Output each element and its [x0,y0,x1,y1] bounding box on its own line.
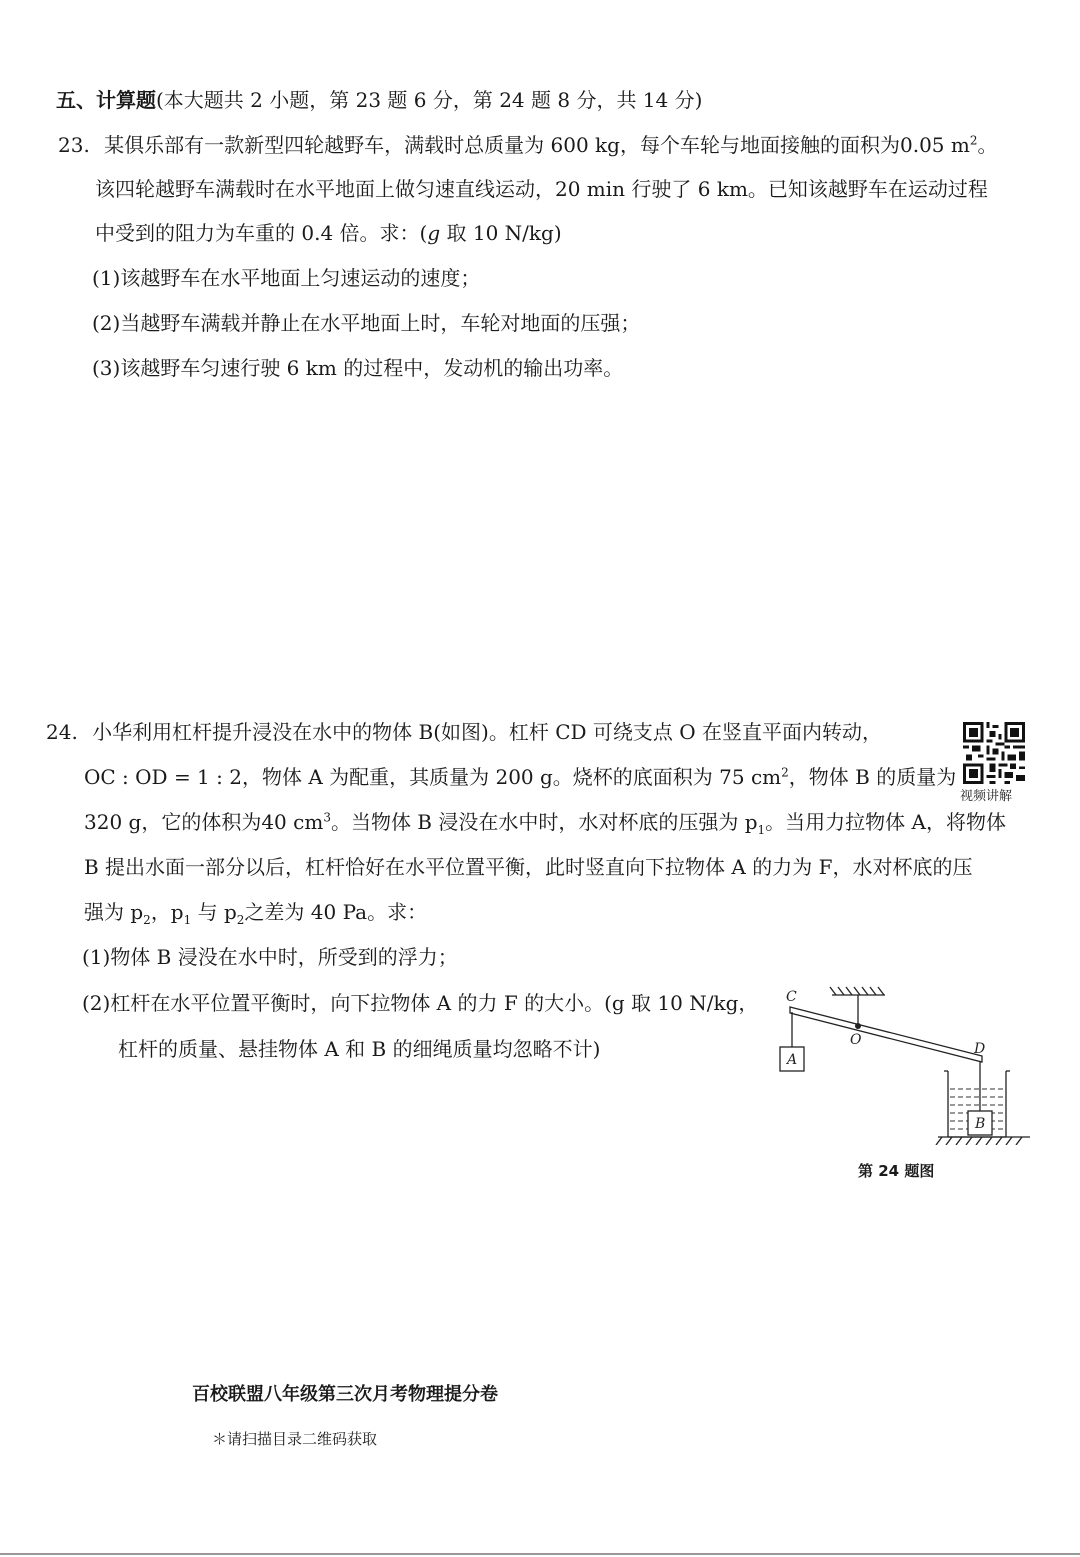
q24-sub-2-cont: 杠杆的质量、悬挂物体 A 和 B 的细绳质量均忽略不计) [118,1037,601,1061]
q23-line-3: 中受到的阻力为车重的 0.4 倍。求：(g 取 10 N/kg) [95,221,562,245]
q24-line-5: 强为 $p_2$，$p_1$ 与 $p_2$之差为 40 Pa。求： [84,900,428,927]
q24-line-2: OC : OD = 1 : 2，物体 A 为配重，其质量为 200 g。烧杯的底面积为 75 $cm^2$，物体 B 的质量为 [84,765,957,789]
q23-line-1: 23. 某俱乐部有一款新型四轮越野车，满载时总质量为 600 kg，每个车轮与地面接触的面积为0.05 $m^2$。 [58,133,998,157]
ground [936,1137,1030,1145]
label-a: A [787,1052,798,1068]
q23-number: 23. [58,133,90,157]
footer-note: ＊请扫描目录二维码获取 [212,1430,378,1448]
lever-figure [770,985,1040,1145]
label-d: D [974,1041,986,1057]
q24-line-3: 320 g，它的体积为40 $cm^3$。当物体 B 浸没在水中时，水对杯底的压强为 $p_1$。当用力拉物体 A，将物体 [84,810,1006,837]
label-c: C [786,989,797,1005]
q24-line-4: B 提出水面一部分以后，杠杆恰好在水平位置平衡，此时竖直向下拉物体 A 的力为 F，水对杯底的压 [84,855,973,879]
pivot-o [855,1023,861,1029]
q24-sub-2: (2)杠杆在水平位置平衡时，向下拉物体 A 的力 F 的大小。(g 取 10 N/kg， [82,991,759,1015]
label-b: B [975,1116,986,1132]
q24-sub-1: (1)物体 B 浸没在水中时，所受到的浮力； [82,945,458,969]
section-header [56,86,702,114]
q23-line-2: 该四轮越野车满载时在水平地面上做匀速直线运动，20 min 行驶了 6 km。已知该越野车在运动过程 [95,177,988,201]
section-note: (本大题共 2 小题，第 23 题 6 分，第 24 题 8 分，共 14 分) [156,88,703,112]
q24-line-1: 24. 小华利用杠杆提升浸没在水中的物体 B(如图)。杠杆 CD 可绕支点 O 在竖直平面内转动， [46,720,882,744]
lever-cd [790,1007,982,1062]
q23-sub-1: (1)该越野车在水平地面上匀速运动的速度； [92,266,481,290]
qr-code-icon[interactable] [963,722,1025,784]
q23-sub-2: (2)当越野车满载并静止在水平地面上时，车轮对地面的压强； [92,311,641,335]
label-o: O [850,1032,862,1048]
q24-number: 24. [46,720,78,744]
footer-title: 百校联盟八年级第三次月考物理提分卷 [192,1384,498,1405]
section-title: 五、计算题 [56,88,156,112]
figure-caption: 第 24 题图 [858,1162,935,1180]
bottom-rule [0,1553,1080,1555]
q23-sub-3: (3)该越野车匀速行驶 6 km 的过程中，发动机的输出功率。 [92,356,624,380]
qr-label: 视频讲解 [960,789,1013,804]
